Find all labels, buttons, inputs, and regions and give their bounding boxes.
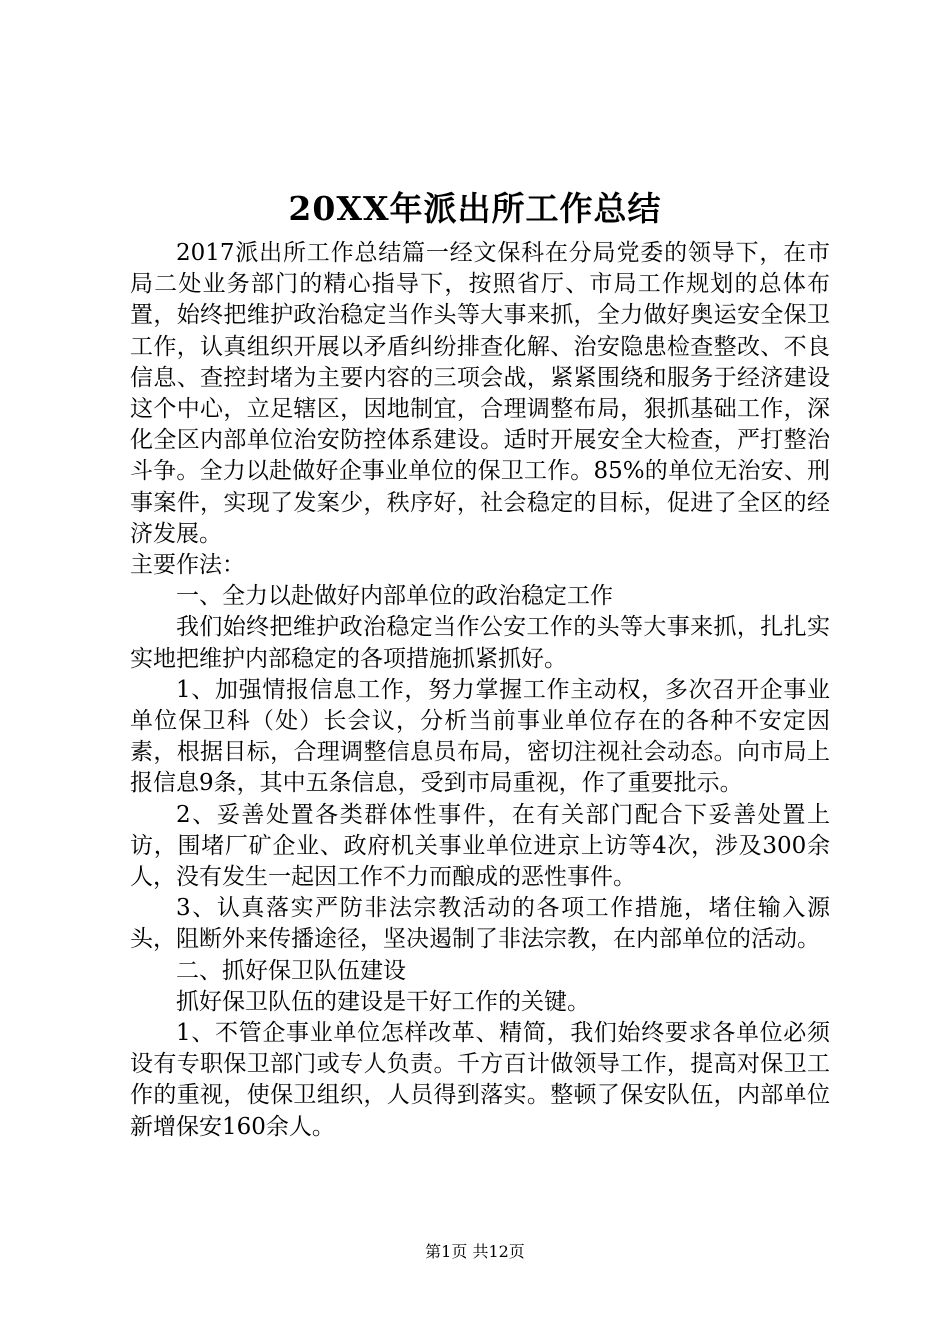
document-title: 20XX年派出所工作总结 [288, 189, 662, 228]
paragraph-item-1-1: 1、加强情报信息工作，努力掌握工作主动权，多次召开企事业单位保卫科（处）长会议，分析当前事业单位存在的各种不安定因素，根据目标，合理调整信息员布局，密切注视社会动态。向市局上报信息9条，其中五条信息，受到市局重视，作了重要批示。 [130, 676, 830, 797]
paragraph-item-2-1: 1、不管企事业单位怎样改革、精简，我们始终要求各单位必须设有专职保卫部门或专人负责。千方百计做领导工作，提高对保卫工作的重视，使保卫组织，人员得到落实。整顿了保安队伍，内部单位新增保安160余人。 [130, 1020, 830, 1140]
paragraph-main-methods: 主要作法： [130, 552, 245, 579]
paragraph-item-1-3: 3、认真落实严防非法宗教活动的各项工作措施，堵住输入源头，阻断外来传播途径，坚决遏制了非法宗教，在内部单位的活动。 [130, 895, 830, 953]
paragraph-item-1-2: 2、妥善处置各类群体性事件，在有关部门配合下妥善处置上访，围堵厂矿企业、政府机关事业单位进京上访等4次，涉及300余人，没有发生一起因工作不力而酿成的恶性事件。 [130, 801, 830, 891]
paragraph-section-1-intro: 我们始终把维护政治稳定当作公安工作的头等大事来抓，扎扎实实地把维护内部稳定的各项措施抓紧抓好。 [130, 614, 830, 672]
document-body [130, 238, 830, 1143]
paragraph-intro: 2017派出所工作总结篇一经文保科在分局党委的领导下，在市局二处业务部门的精心指导下，按照省厅、市局工作规划的总体布置，始终把维护政治稳定当作头等大事来抓，全力做好奥运安全保卫工作，认真组织开展以矛盾纠纷排查化解、治安隐患检查整改、不良信息、查控封堵为主要内容的三项会战，紧紧围绕和服务于经济建设这个中心，立足辖区，因地制宜，合理调整布局，狠抓基础工作，深化全区内部单位治安防控体系建设。适时开展安全大检查，严打整治斗争。全力以赴做好企事业单位的保卫工作。85%的单位无治安、刑事案件，实现了发案少，秩序好，社会稳定的目标，促进了全区的经济发展。 [130, 240, 830, 547]
section-heading-2: 二、抓好保卫队伍建设 [176, 957, 406, 984]
section-heading-1: 一、全力以赴做好内部单位的政治稳定工作 [176, 583, 613, 610]
paragraph-section-2-intro: 抓好保卫队伍的建设是干好工作的关键。 [176, 988, 590, 1015]
page-footer: 第1页 共12页 [425, 1242, 525, 1261]
